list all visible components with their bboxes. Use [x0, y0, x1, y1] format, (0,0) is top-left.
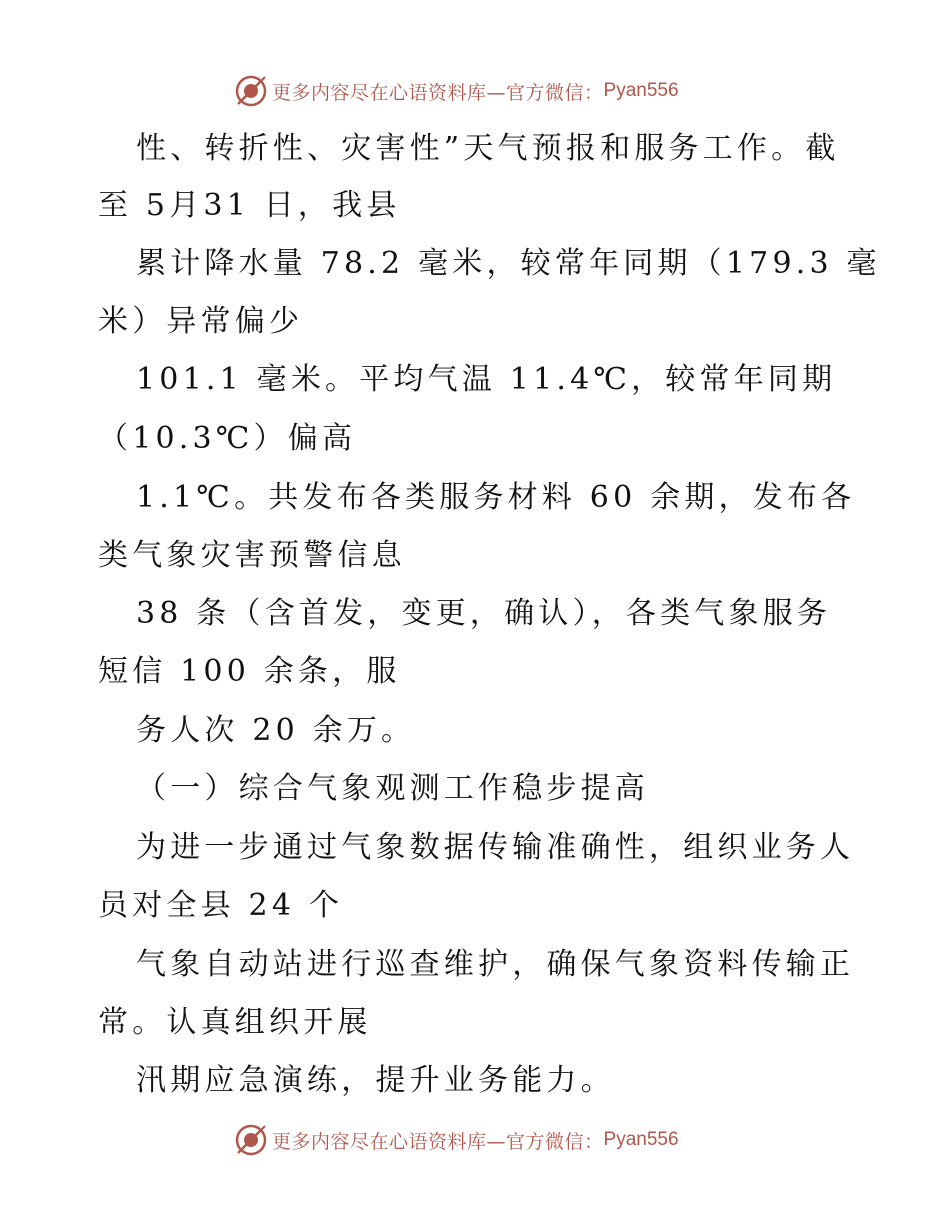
body-line: 为进一步通过气象数据传输准确性，组织业务人: [136, 830, 855, 865]
body-line: 员对全县 24 个: [98, 888, 344, 923]
body-line: 38 条（含首发，变更，确认），各类气象服务: [136, 596, 832, 631]
body-line: 1.1℃。共发布各类服务材料 60 余期，发布各: [136, 480, 856, 515]
watermark-wechat-id: Pyan556: [603, 1129, 679, 1150]
body-line: 气象自动站进行巡查维护，确保气象资料传输正: [136, 947, 855, 982]
body-line: 类气象灾害预警信息: [98, 538, 406, 573]
quill-logo-icon: [234, 74, 268, 108]
watermark-text: 更多内容尽在心语资料库—官方微信：: [272, 81, 604, 104]
watermark-wechat-id: Pyan556: [603, 80, 679, 101]
body-line: 累计降水量 78.2 毫米，较常年同期（179.3 毫: [136, 246, 881, 281]
body-line: 性、转折性、灾害性”天气预报和服务工作。截: [136, 131, 840, 166]
body-line: 至 5月31 日，我县: [98, 188, 401, 223]
body-line: 汛期应急演练，提升业务能力。: [136, 1063, 615, 1098]
footer-watermark: [234, 1122, 679, 1158]
body-line: （10.3℃）偏高: [98, 421, 357, 456]
body-line: 务人次 20 余万。: [136, 713, 416, 748]
header-watermark: [234, 73, 679, 109]
watermark-text: 更多内容尽在心语资料库—官方微信：: [272, 1130, 604, 1153]
body-line: 101.1 毫米。平均气温 11.4℃，较常年同期: [136, 362, 837, 397]
body-line: 短信 100 余条，服: [98, 654, 401, 689]
body-line: 米）异常偏少: [98, 304, 304, 339]
body-line: 常。认真组织开展: [98, 1005, 372, 1040]
section-heading: （一）综合气象观测工作稳步提高: [136, 771, 649, 806]
quill-logo-icon: [234, 1123, 268, 1157]
